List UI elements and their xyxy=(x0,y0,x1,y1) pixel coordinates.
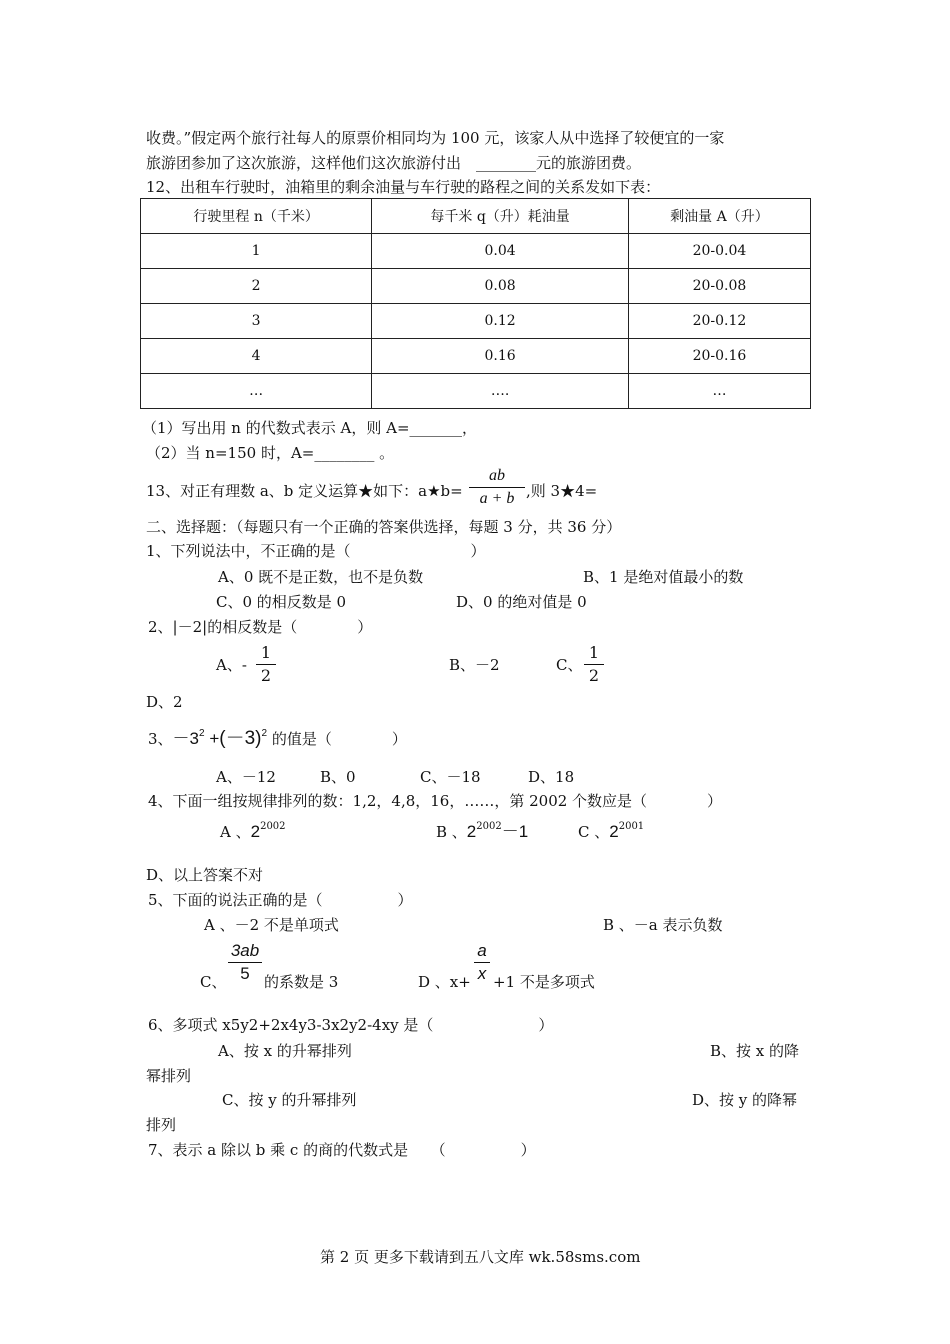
option-c-text: 的系数是 3 xyxy=(264,973,339,991)
choice-5-stem: 5、下面的说法正确的是（ ） xyxy=(148,891,413,909)
paragraph-line: 收费。”假定两个旅行社每人的原票价相同均为 100 元，该家人从中选择了较便宜的一家 xyxy=(146,129,725,147)
page-footer: 第 2 页 更多下载请到五八文库 wk.58sms.com xyxy=(320,1248,641,1266)
option-a: A、－12 xyxy=(216,768,276,786)
fraction-numerator: 3ab xyxy=(230,941,260,960)
table-header: 每千米 q（升）耗油量 xyxy=(372,199,629,234)
expression xyxy=(173,729,268,748)
option-b: B、1 是绝对值最小的数 xyxy=(583,568,744,586)
option-c: C、0 的相反数是 0 xyxy=(216,593,347,611)
exponent: 2001 xyxy=(618,821,645,832)
option-b: B、0 xyxy=(320,768,356,786)
table-cell: 20-0.12 xyxy=(628,304,810,339)
fraction-denominator: 5 xyxy=(240,964,250,983)
fuel-table xyxy=(140,198,811,409)
option-label: C 、 xyxy=(578,823,610,841)
option-c xyxy=(578,822,644,845)
option-b: B 、－a 表示负数 xyxy=(603,916,723,934)
option-c-fraction xyxy=(228,940,262,985)
choice-4-stem: 4、下面一组按规律排列的数：1,2，4,8，16，……，第 2002 个数应是（ ） xyxy=(148,792,723,810)
table-cell: 0.04 xyxy=(372,234,629,269)
question-13-suffix: ,则 3★4= xyxy=(526,482,598,500)
exponent: 2002 xyxy=(260,821,286,832)
choice-1-stem: 1、下列说法中，不正确的是（ ） xyxy=(146,542,486,560)
table-row xyxy=(141,339,811,374)
table-cell: 0.12 xyxy=(372,304,629,339)
option-c: C、－18 xyxy=(420,768,481,786)
table-header-row xyxy=(141,199,811,234)
table-row xyxy=(141,269,811,304)
option-d: D、按 y 的降幂 xyxy=(692,1091,798,1109)
paragraph-line: 旅游团参加了这次旅游，这样他们这次旅游付出 ________元的旅游团费。 xyxy=(146,154,642,172)
option-a: A、按 x 的升幂排列 xyxy=(218,1042,352,1060)
option-a: A 、－2 不是单项式 xyxy=(204,916,339,934)
option-b: B、－2 xyxy=(449,656,500,674)
table-cell: 2 xyxy=(141,269,372,304)
option-c-fraction xyxy=(584,642,604,687)
table-cell: … xyxy=(141,374,372,409)
table-cell: 20-0.16 xyxy=(628,339,810,374)
fraction-denominator: a + b xyxy=(479,490,515,507)
question-12-title: 12、出租车行驶时，油箱里的剩余油量与车行驶的路程之间的关系发如下表： xyxy=(146,178,661,196)
option-label: B 、 xyxy=(436,823,467,841)
option-b-wrap: 幂排列 xyxy=(146,1067,192,1085)
table-cell: 20-0.04 xyxy=(628,234,810,269)
table-row xyxy=(141,304,811,339)
table-cell: … xyxy=(628,374,810,409)
choice-3-stem xyxy=(148,729,407,752)
table-cell: 3 xyxy=(141,304,372,339)
question-12-sub2: （2）当 n=150 时，A=________ 。 xyxy=(146,444,395,462)
option-d: D、0 的绝对值是 0 xyxy=(456,593,587,611)
choice-7-stem: 7、表示 a 除以 b 乘 c 的商的代数式是 （ ） xyxy=(148,1141,536,1159)
option-d: D、以上答案不对 xyxy=(146,866,264,884)
option-a xyxy=(220,822,286,845)
option-d-wrap: 排列 xyxy=(146,1116,177,1134)
option-c-label: C、 xyxy=(200,973,227,991)
fraction-denominator: 2 xyxy=(260,666,272,685)
fraction-numerator: ab xyxy=(489,467,505,484)
exponent: 2002 xyxy=(476,821,502,832)
fraction-numerator: a xyxy=(477,941,487,960)
table-row xyxy=(141,234,811,269)
expression-part: －3 xyxy=(172,729,200,748)
power-base: 2 xyxy=(466,822,477,841)
option-d-label: D 、x+ xyxy=(418,973,471,991)
option-b xyxy=(436,822,528,845)
fraction-denominator: 2 xyxy=(588,666,600,685)
question-12-sub1: （1）写出用 n 的代数式表示 A，则 A=_______， xyxy=(142,419,478,437)
table-cell: …. xyxy=(372,374,629,409)
table-cell: 4 xyxy=(141,339,372,374)
fraction-numerator: 1 xyxy=(260,643,272,662)
table-cell: 20-0.08 xyxy=(628,269,810,304)
choice-2-stem: 2、|－2|的相反数是（ ） xyxy=(148,618,373,636)
exponent: 2 xyxy=(199,728,205,739)
question-number: 3、 xyxy=(148,730,173,748)
fraction-numerator: 1 xyxy=(588,643,600,662)
table-row xyxy=(141,374,811,409)
choice-6-stem: 6、多项式 x5y2+2x4y3-3x2y2-4xy 是（ ） xyxy=(148,1016,554,1034)
option-d: D、2 xyxy=(146,693,183,711)
option-b: B、按 x 的降 xyxy=(710,1042,800,1060)
power-base: 2 xyxy=(609,822,619,841)
table-header: 行驶里程 n（千米） xyxy=(141,199,372,234)
section-title: 二、选择题：（每题只有一个正确的答案供选择，每题 3 分，共 36 分） xyxy=(146,518,622,536)
expression-part: (－3) xyxy=(219,728,262,749)
table-cell: 0.08 xyxy=(372,269,629,304)
option-c: C、按 y 的升幂排列 xyxy=(222,1091,357,1109)
table-cell: 1 xyxy=(141,234,372,269)
stem-suffix: 的值是（ ） xyxy=(271,730,407,748)
option-d-fraction xyxy=(474,940,490,985)
plus-sign: + xyxy=(209,729,220,748)
option-a: A、- xyxy=(216,656,247,674)
option-d-text: +1 不是多项式 xyxy=(493,973,595,991)
option-a-fraction xyxy=(256,642,276,687)
expression-part: －1 xyxy=(501,822,529,841)
fraction-denominator: x xyxy=(477,964,487,983)
option-a: A、0 既不是正数，也不是负数 xyxy=(218,568,424,586)
option-d: D、18 xyxy=(528,768,575,786)
exponent: 2 xyxy=(261,728,268,739)
table-cell: 0.16 xyxy=(372,339,629,374)
option-label: A 、 xyxy=(220,823,251,841)
question-13-prefix: 13、对正有理数 a、b 定义运算★如下：a★b= xyxy=(146,482,463,500)
power-base: 2 xyxy=(250,822,261,841)
option-c: C、 xyxy=(556,656,583,674)
table-header: 剩油量 A（升） xyxy=(628,199,810,234)
q13-fraction xyxy=(469,465,525,510)
